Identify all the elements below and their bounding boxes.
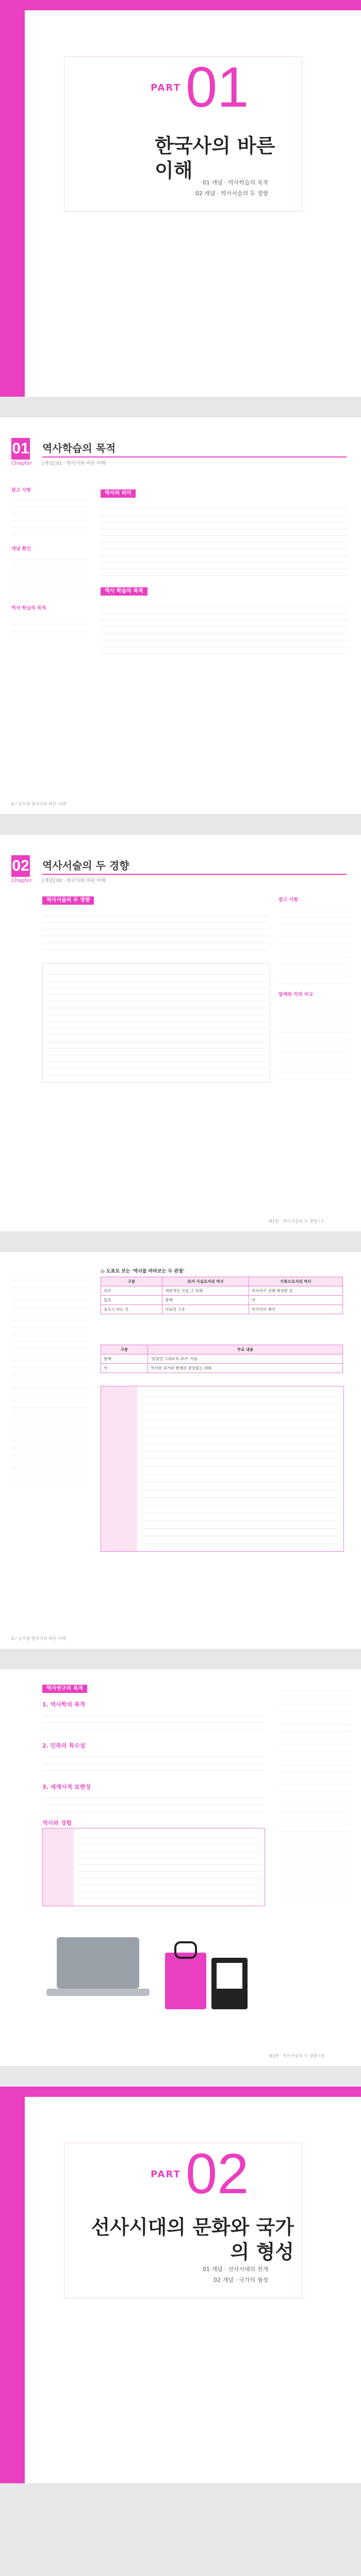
table-header: 구분 [101,1277,162,1286]
item-text [42,1709,264,1735]
laptop-base [46,1989,150,1996]
content-box [42,963,270,1083]
table-cell: 카 [249,1296,342,1305]
side-text-block [278,904,351,986]
part-sub [186,2264,268,2286]
side-title: 랑케와 카의 비교 [278,992,314,998]
side-title: 개념 확인 [11,547,31,552]
section-bar: 역사서술의 두 경향 [42,896,94,905]
table-page [0,1252,361,1649]
part-sub-item: 01 개념 · 역사학습의 목적 [202,179,268,186]
laptop-screen [57,1937,139,1989]
part-sub-item: 02 개념 · 역사서술의 두 경향 [195,190,268,197]
table-header: 기록으로서의 역사 [249,1277,342,1286]
grid-text [141,1389,340,1548]
page-gap [0,1231,361,1252]
table-header: 구분 [101,1345,148,1354]
experience-table [42,1828,265,1906]
table-cell: 의미 [101,1286,162,1296]
page-footer: 6 / 공무원 한국사의 바른 이해 [11,802,66,806]
section-text [42,909,269,956]
part-sub [186,178,268,199]
section-text-2 [101,600,348,657]
side-text-block [11,494,89,540]
page-gap [0,1649,361,1669]
cover-left-bar [0,2087,25,2483]
part1-cover [0,0,361,397]
bag-icon [165,1953,206,2009]
section-bar: 역사연구의 목적 [42,1685,87,1693]
page-gap [0,397,361,417]
book-cover [217,1963,242,1989]
table-cell: '있었던 그대로의 과거' 서술 [148,1354,343,1364]
side-text-block [278,1685,351,1901]
side-title: 역사 학습의 목적 [11,605,46,611]
chapter-line [42,456,347,457]
page-footer: 제1편 · 역사서술의 두 경향 / 9 [268,2054,324,2058]
comparison-table [101,1277,343,1314]
item-heading: 1. 역사학의 목적 [42,1701,86,1708]
table-cell: 중요시 하는 것 [101,1305,162,1314]
table-cell: 역사란 과거와 현재의 끊임없는 대화 [148,1364,343,1373]
part-title: 한국사의 바른 이해 [155,134,275,182]
part-number: 01 [186,56,249,119]
page-gap [0,814,361,835]
table-row [101,1305,343,1314]
table-cell: 랑케 [101,1354,148,1364]
part-number: 02 [186,2142,249,2206]
page-gap [0,2066,361,2087]
section-page [0,1669,361,2066]
side-notes [278,896,351,1081]
chapter-line [42,874,347,875]
part-label: PART [151,82,181,93]
table-cell: 사료의 고증 [162,1305,249,1314]
laptop-illustration [46,1927,263,2030]
chapter-title: 역사학습의 목적 [42,442,116,454]
table-cell: 카 [101,1364,148,1373]
part-title: 선사시대의 문화와 국가의 형성 [91,2216,294,2263]
table-cell: 객관적인 사실 그 자체 [162,1286,249,1296]
table-cell: 랑케 [162,1296,249,1305]
table-row [101,1354,343,1364]
table-row [101,1296,343,1305]
chapter-title: 역사서술의 두 경향 [42,859,129,872]
table-label-col [43,1828,74,1906]
chapter-word: Chapter [11,461,32,466]
chapter-sub: [개념] 02 · 한국사와 바른 이해 [42,878,106,884]
cover-top-bar [0,2087,361,2097]
table-cell: 입장 [101,1296,162,1305]
chapter2-page [0,835,361,1231]
table-header: 과거 사실로서의 역사 [162,1277,249,1286]
box-text [47,968,266,1078]
table-cell: 역사가가 선택·해석한 것 [249,1286,342,1296]
side-text-block [278,999,351,1081]
side-notes [11,1267,89,1484]
part-label: PART [151,2169,181,2180]
section-bar-2: 역사 학습의 목적 [101,587,147,596]
chapter-number: 01 [11,438,30,460]
side-title: 참고 사항 [11,488,31,493]
item-heading: 2. 민족의 특수성 [42,1742,86,1749]
section-text-1 [101,502,348,580]
side-notes [278,1685,351,1901]
item-text [42,1792,264,1812]
chapter-sub: [개념] 01 · 한국사와 바른 이해 [42,461,106,466]
side-notes [11,487,89,643]
cover-left-bar [0,0,25,397]
item-heading: 3. 세계사적 보편성 [42,1784,91,1790]
part-sub-item: 01 개념 · 선사시대의 전개 [202,2266,268,2273]
part2-cover [0,2087,361,2483]
table-caption: ◎ 도표로 보는 '역사를 바라보는 두 관점' [101,1269,185,1274]
side-text-block [11,553,89,600]
table-title: 역사와 경험 [42,1820,72,1826]
section-bar-1: 역사의 의미 [101,489,136,498]
summary-table [101,1345,343,1373]
item-text [42,1751,264,1776]
chapter-word: Chapter [11,878,32,884]
page-footer: 6 / 공무원 한국사의 바른 이해 [11,1636,66,1641]
page-gap [0,2483,361,2576]
table-cell: 역사가의 해석 [249,1305,342,1314]
side-title: 참고 사항 [278,897,298,903]
grid-label-col [101,1386,137,1551]
table-header: 주요 내용 [148,1345,343,1354]
page-footer: 제1편 · 역사서술의 두 경향 / 7 [268,1219,324,1224]
table-text [77,1832,261,1903]
chapter1-page [0,417,361,814]
part-sub-item: 02 개념 · 국가의 형성 [214,2276,268,2283]
table-row [101,1364,343,1373]
side-text-block [11,1267,89,1484]
table-row [101,1286,343,1296]
side-text-block [11,612,89,643]
detail-grid [101,1386,344,1552]
cover-top-bar [0,0,361,10]
chapter-number: 02 [11,855,30,877]
